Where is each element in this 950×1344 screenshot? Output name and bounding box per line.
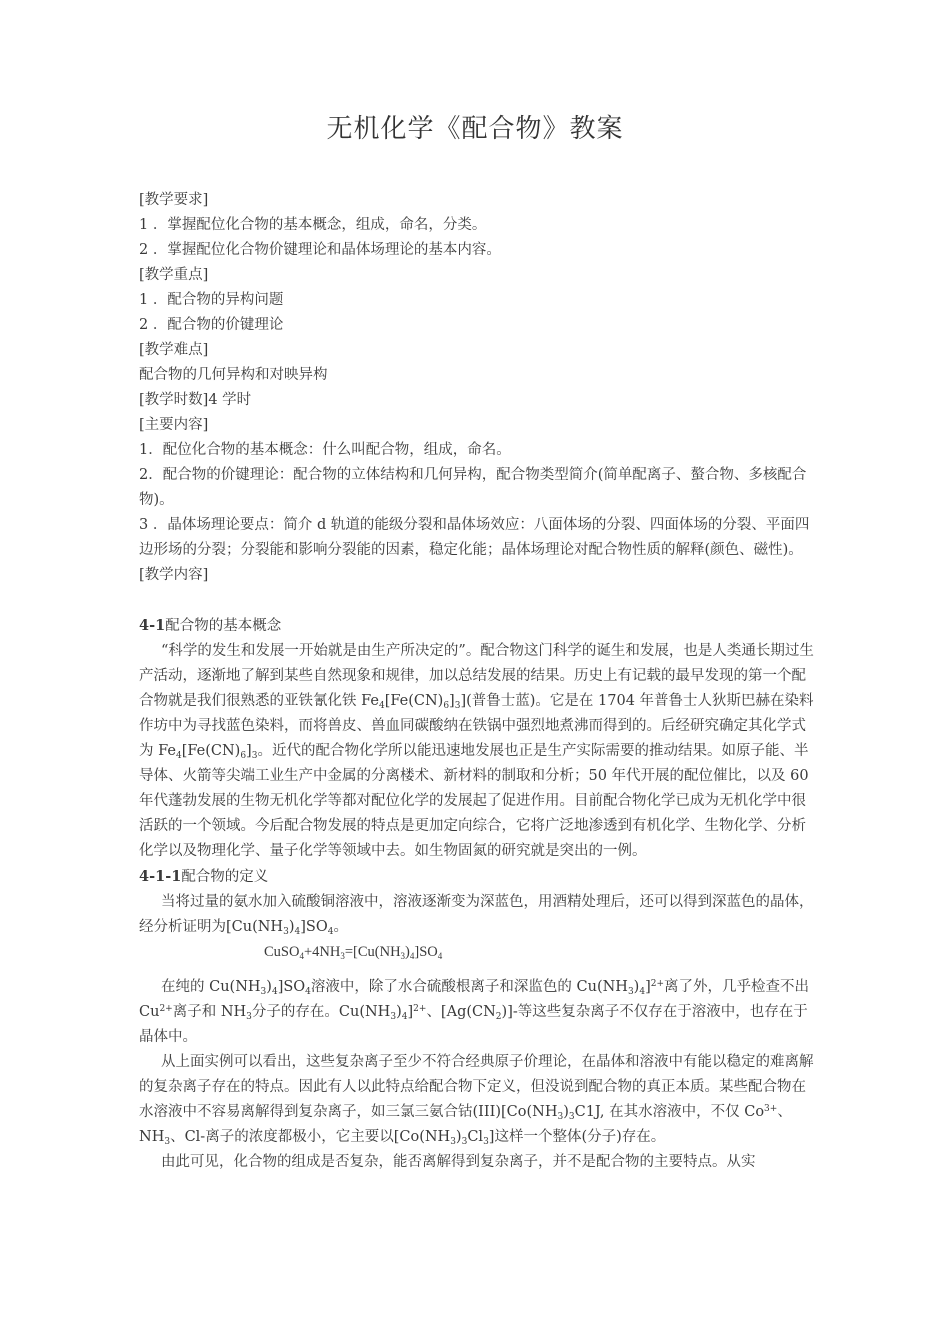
section-heading (139, 613, 819, 639)
equation: $CuSO_4+4NH_3=[Cu(NH_3)_4]SO_4$ (264, 944, 443, 961)
list-item: 2 ．配合物的价键理论 (139, 317, 284, 333)
heading-hours: [教学时数]4 学时 (139, 392, 252, 408)
list-item: 1 ．掌握配位化合物的基本概念，组成，命名，分类。 (139, 217, 487, 233)
list-item: 1 ．配合物的异构问题 (139, 292, 284, 308)
list-item: 2．配合物的价键理论：配合物的立体结构和几何异构，配合物类型简介(简单配离子、螯合物、多核配合物)。 (139, 467, 807, 508)
paragraph: “科学的发生和发展一开始就是由生产所决定的”。配合物这门科学的诞生和发展，也是人类通长期过生产活动，逐渐地了解到某些自然现象和规律，加以总结发展的结果。历史上有记载的最早发现的第一个配合物就是我们很熟悉的亚铁氰化铁 $Fe_4[Fe(CN)_6]_3$](普鲁士蓝)。它是在 1704 年普鲁士人狄斯巴赫在染料作坊中为寻找蓝色染料，而将兽皮、兽血同碳酸纳在铁锅中强烈地煮沸而得到的。后经研究确定其化学式为 $Fe_4[Fe(CN)_6]_3$。近代的配合物化学所以能迅速地发展也正是生产实际需要的推动结果。如原子能、半导体、火箭等尖端工业生产中金属的分离楼术、新材料的制取和分析；50 年代开展的配位催比，以及 60 年代蓬勃发展的生物无机化学等都对配位化学的发展起了促进作用。目前配合物化学已成为无机化学中很活跃的一个领域。今后配合物发展的特点是更加定向综合，它将广泛地渗透到有机化学、生物化学、分析化学以及物理化学、量子化学等领域中去。如生物固氮的研究就是突出的一例。 (139, 643, 814, 859)
heading-teaching-content: [教学内容] (139, 567, 209, 583)
paragraph: 配合物的几何异构和对映异构 (139, 367, 328, 383)
document-title: 无机化学《配合物》教案 (326, 114, 624, 144)
list-item: 1．配位化合物的基本概念：什么叫配合物，组成，命名。 (139, 442, 511, 458)
paragraph: 当将过量的氨水加入硫酸铜溶液中，溶液逐渐变为深蓝色，用酒精处理后，还可以得到深蓝色的晶体，经分析证明为$[Cu(NH_3)_4]SO_4$。 (139, 894, 814, 937)
list-item: 2 ．掌握配位化合物价键理论和晶体场理论的基本内容。 (139, 242, 501, 258)
paragraph: 在纯的 $Cu(NH_3)_4]SO_4$溶液中，除了水合硫酸根离子和深监色的 $Cu(NH_3)_4]^{2+}$离了外，几乎检查不出 $Cu^{2+}$离子和 $NH_3$分子的存在。$Cu(NH_3)_4]^{2+}$、$[Ag(CN_2)]-$等这些复杂离子不仅存在于溶液中，也存在于晶体中。 (139, 979, 810, 1045)
heading-main-content: [主要内容] (139, 417, 209, 433)
heading-requirements: [教学要求] (139, 192, 209, 208)
section-number: 4-1 (139, 617, 166, 634)
list-item: 3 ．晶体场理论要点：简介 d 轨道的能级分裂和晶体场效应：八面体场的分裂、四面体场的分裂、平面四边形场的分裂；分裂能和影响分裂能的因素，稳定化能；晶体场理论对配合物性质的解释(颜色、磁性)。 (139, 517, 810, 558)
paragraph: 从上面实例可以看出，这些复杂离子至少不符合经典原子价理论，在晶体和溶液中有能以稳定的难离解的复杂离子存在的特点。因此有人以此特点给配合物下定义，但没说到配合物的真正本质。某些配合物在水溶液中不容易离解得到复杂离子，如三氯三氨合钴$(III)[Co(NH_3)_3C1J$, 在其水溶液中，不仅 $Co^{3+}$、$NH_3$、Cl-离子的浓度都极小，它主要以$[Co(NH_3)_3Cl_3]$这样一个整体(分子)存在。 (139, 1054, 814, 1147)
section-number: 4-1-1 (139, 868, 182, 885)
section-heading (139, 864, 819, 890)
heading-difficulties: [教学难点] (139, 342, 209, 358)
section-title: 配合物的定义 (181, 869, 269, 885)
section-title: 配合物的基本概念 (165, 618, 282, 634)
paragraph: 由此可见，化合物的组成是否复杂，能否离解得到复杂离子，并不是配合物的主要特点。从实 (161, 1154, 756, 1170)
document-body (139, 188, 819, 1175)
heading-key-points: [教学重点] (139, 267, 209, 283)
